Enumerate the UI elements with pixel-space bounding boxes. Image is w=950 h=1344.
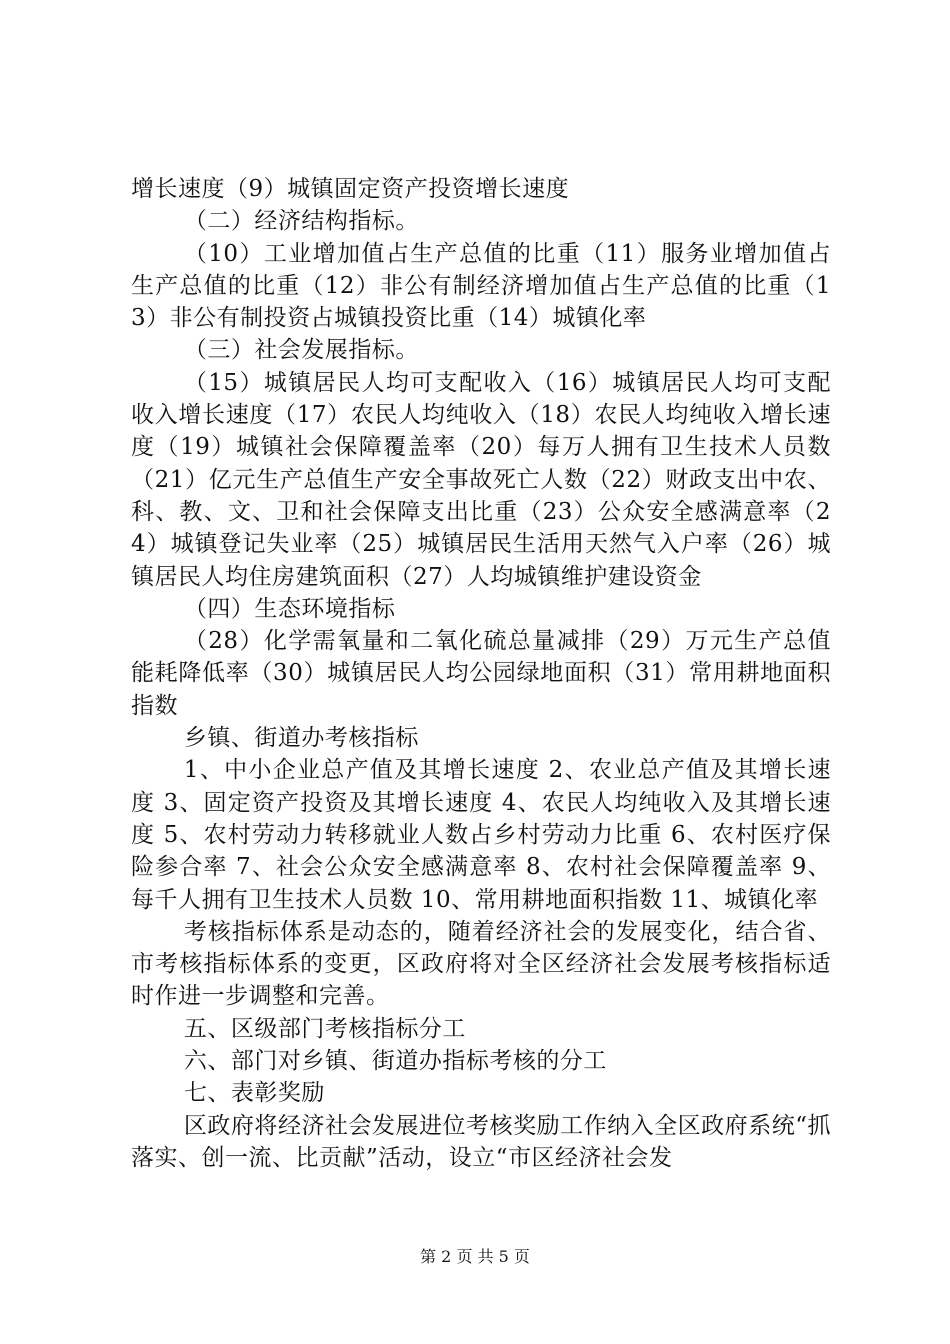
- paragraph-1: 增长速度（9）城镇固定资产投资增长速度: [131, 176, 570, 202]
- heading-economic-structure: （二）经济结构指标。: [183, 208, 419, 235]
- heading-social-development: （三）社会发展指标。: [183, 337, 419, 364]
- heading-section-five: 五、区级部门考核指标分工: [183, 1015, 466, 1042]
- heading-ecological-environment: （四）生态环境指标: [183, 595, 396, 622]
- paragraph-economic-structure-items: （10）工业增加值占生产总值的比重（11）服务业增加值占生产总值的比重（12）非公有制经济增加值占生产总值的比重（13）非公有制投资占城镇投资比重（14）城镇化率: [131, 240, 831, 332]
- paragraph-dynamic-system: 考核指标体系是动态的，随着经济社会的发展变化，结合省、市考核指标体系的变更，区政府将对全区经济社会发展考核指标适时作进一步调整和完善。: [131, 918, 831, 1010]
- paragraph-social-development-items: （15）城镇居民人均可支配收入（16）城镇居民人均可支配收入增长速度（17）农民人均纯收入（18）农民人均纯收入增长速度（19）城镇社会保障覆盖率（20）每万人拥有卫生技术人员数（21）亿元生产总值生产安全事故死亡人数（22）财政支出中农、科、教、文、卫和社会保障支出比重（23）公众安全感满意率（24）城镇登记失业率（25）城镇居民生活用天然气入户率（26）城镇居民人均住房建筑面积（27）人均城镇维护建设资金: [131, 369, 831, 590]
- heading-section-six: 六、部门对乡镇、街道办指标考核的分工: [183, 1048, 607, 1075]
- paragraph-township-items: 1、中小企业总产值及其增长速度 2、农业总产值及其增长速度 3、固定资产投资及其增长速度 4、农民人均纯收入及其增长速度 5、农村劳动力转移就业人数占乡村劳动力比重 6、农村医疗保险参合率 7、社会公众安全感满意率 8、农村社会保障覆盖率 9、每千人拥有卫生技术人员数 10、常用耕地面积指数 11、城镇化率: [131, 757, 831, 913]
- document-body: [131, 173, 831, 1174]
- heading-section-seven: 七、表彰奖励: [183, 1080, 325, 1107]
- paragraph-rewards: 区政府将经济社会发展进位考核奖励工作纳入全区政府系统“抓落实、创一流、比贡献”活动，设立“市区经济社会发: [131, 1112, 831, 1171]
- paragraph-ecological-items: （28）化学需氧量和二氧化硫总量减排（29）万元生产总值能耗降低率（30）城镇居民人均公园绿地面积（31）常用耕地面积指数: [131, 628, 831, 719]
- heading-township-indicators: 乡镇、街道办考核指标: [183, 725, 419, 752]
- page-footer: 第 2 页 共 5 页: [420, 1247, 530, 1266]
